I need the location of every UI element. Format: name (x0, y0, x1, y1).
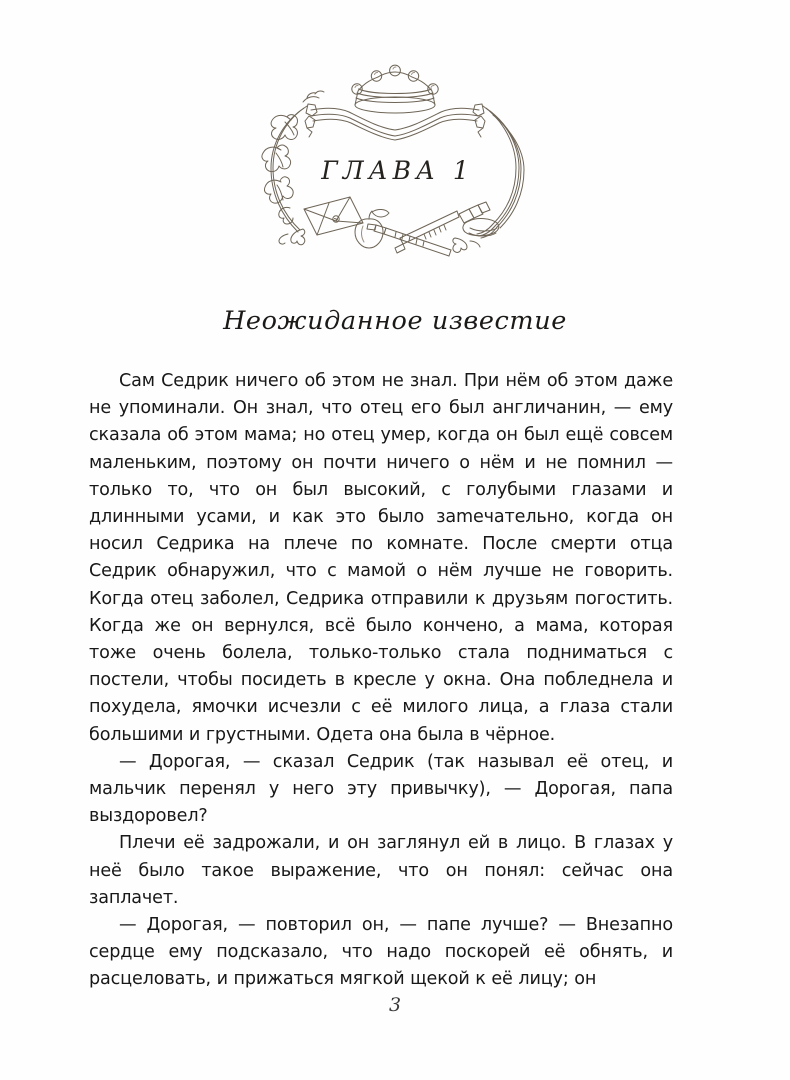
paragraph: — Дорогая, — повторил он, — папе лучше? — Внезапно сердце ему подсказало, что надо поскорей её обнять, и расцеловать, и прижаться мягкой щекой к её лицу; он (89, 915, 673, 990)
quill-icon (367, 224, 451, 256)
paragraph: Плечи её задрожали, и он заглянул ей в лицо. В глазах у неё было такое выражение, что он понял: сейчас она заплачет. (89, 833, 673, 908)
sword-icon (395, 202, 490, 253)
chapter-title: Неожиданное известие (223, 306, 567, 336)
apple-icon (355, 209, 389, 248)
crown-icon (352, 65, 438, 113)
page-number: 3 (388, 994, 402, 1016)
envelope-icon (304, 197, 363, 235)
ribbon-icon (305, 104, 485, 140)
body-text-block (89, 368, 673, 994)
paragraph: — Дорогая, — сказал Седрик (так называл её отец, и мальчик перенял у него эту привычку), — Дорогая, папа выздоровел? (89, 751, 673, 827)
chapter-number-label: ГЛАВА 1 (321, 156, 474, 185)
paragraph: Сам Седрик ничего об этом не знал. При нём об этом даже не упоминали. Он знал, что отец его был англичанин, — ему сказала об этом мама; но отец умер, когда он был ещё совсем маленьким, поэтому он почти ничего о нём и не помнил — только то, что он был высокий, с голубыми глазами и длинными усами, и как это было заmечательно, когда он носил Седрика на плече по комнате. После смерти отца Седрик обнаружил, что с мамой о нём лучше не говорить. Когда отец заболел, Седрика отправили к друзьям погостить. Когда же он вернулся, всё было кончено, а мама, которая тоже очень болела, только-только стала подниматься с постели, чтобы посидеть в кресле у окна. Она побледнела и похудела, ямочки исчезли с её милого лица, а глаза стали большими и грустными. Одета она была в чёрное. (89, 371, 673, 745)
